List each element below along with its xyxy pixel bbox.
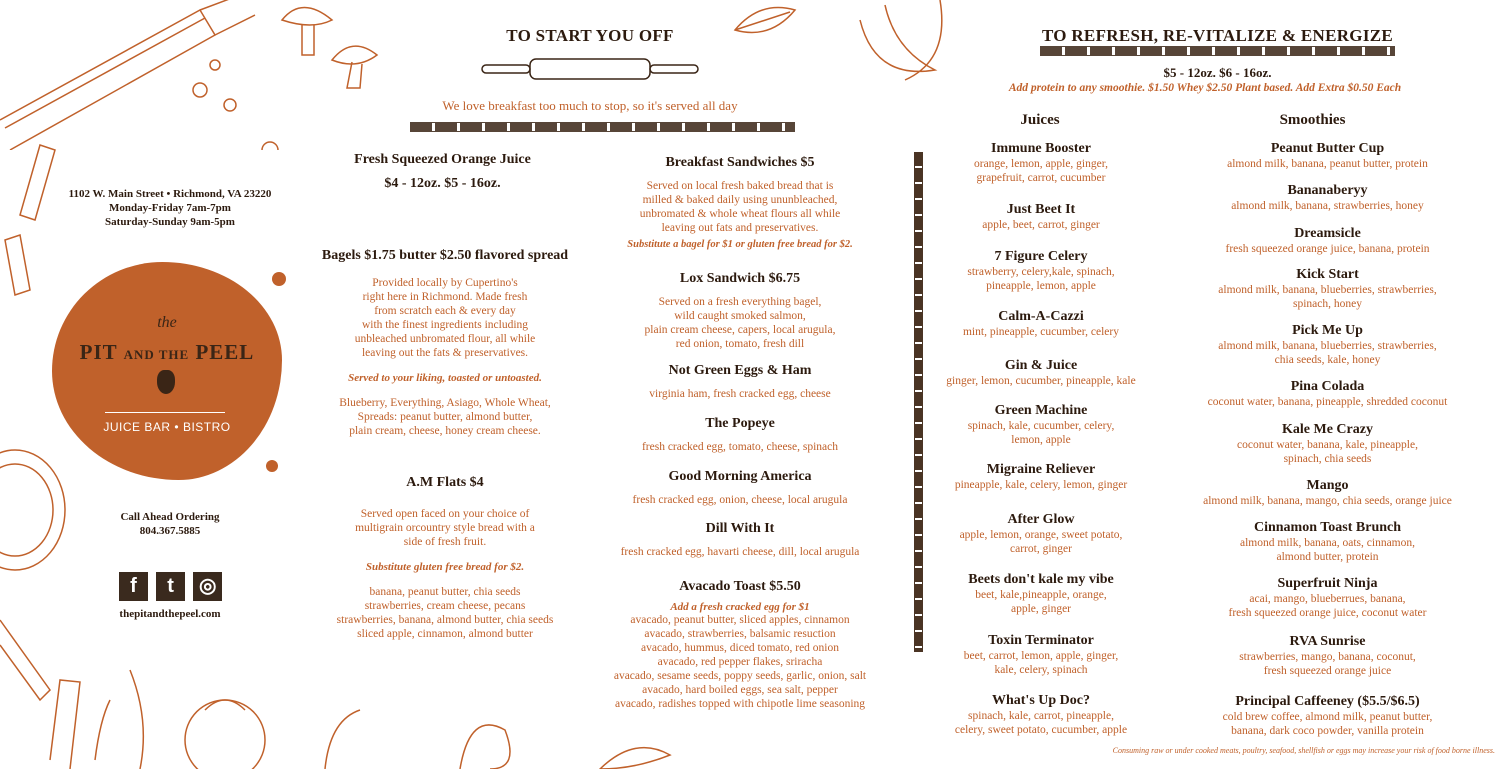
item-desc: fresh squeezed orange juice, banana, protein <box>1225 243 1430 255</box>
item-desc <box>1180 536 1475 564</box>
item-title: Kale Me Crazy <box>1282 422 1373 437</box>
oj-title: Fresh Squeezed Orange Juice <box>354 152 531 167</box>
desc-line: spinach, honey <box>1293 298 1362 310</box>
juice-item <box>930 309 1152 339</box>
item-title: Cinnamon Toast Brunch <box>1253 520 1402 535</box>
desc-line: beet, carrot, lemon, apple, ginger, <box>963 650 1119 662</box>
flats-title: A.M Flats $4 <box>406 475 484 490</box>
sandwiches-note: Substitute a bagel for $1 or gluten free bread for $2. <box>627 239 853 250</box>
desc-line: strawberry, celery,kale, spinach, <box>967 266 1115 278</box>
fork-sketch-icon <box>0 600 300 769</box>
desc-line: Served on a fresh everything bagel, <box>658 296 822 308</box>
option-line: banana, peanut butter, chia seeds <box>369 586 521 598</box>
desc-line: coconut water, banana, kale, pineapple, <box>1237 439 1418 451</box>
item-title: Pick Me Up <box>1292 323 1363 338</box>
option-line: avacado, radishes topped with chipotle lime seasoning <box>614 698 866 710</box>
item-desc <box>595 295 885 351</box>
item-title: Principal Caffeeney ($5.5/$6.5) <box>1235 694 1420 709</box>
item-desc: mint, pineapple, cucumber, celery <box>962 326 1119 338</box>
logo-the: the <box>157 314 177 331</box>
item-desc <box>930 528 1152 556</box>
sandwich-item <box>595 469 885 507</box>
sandwich-item <box>595 521 885 559</box>
smoothie-item <box>1180 323 1475 367</box>
option-line: sliced apple, cinnamon, almond butter <box>357 628 533 640</box>
logo-drop <box>266 460 278 472</box>
desc-line: lemon, apple <box>1011 434 1071 446</box>
item-title: Good Morning America <box>668 469 812 484</box>
bagels-item <box>300 248 590 438</box>
logo-name <box>52 340 282 365</box>
item-title: Calm-A-Cazzi <box>998 309 1084 324</box>
desc-line: leaving out fats and preservatives. <box>661 222 819 234</box>
item-desc <box>930 649 1152 677</box>
logo-drop <box>272 272 286 286</box>
sandwich-item <box>595 416 885 454</box>
social-icons <box>119 572 225 601</box>
sandwiches-item <box>595 155 885 250</box>
item-title: Mango <box>1306 478 1349 493</box>
divider-ornament <box>1040 46 1395 56</box>
smoothie-item <box>1180 694 1475 738</box>
item-desc <box>1180 592 1475 620</box>
toast-note: Add a fresh cracked egg for $1 <box>670 601 810 613</box>
option-line: strawberries, banana, almond butter, chia seeds <box>336 614 554 626</box>
item-desc: almond milk, banana, peanut butter, protein <box>1227 158 1428 170</box>
oj-item <box>305 152 580 192</box>
item-desc <box>1180 283 1475 311</box>
juice-item <box>930 403 1152 447</box>
item-title: Lox Sandwich $6.75 <box>679 271 801 286</box>
desc-line: right here in Richmond. Made fresh <box>362 291 528 303</box>
contact-block <box>50 187 290 229</box>
item-title: Immune Booster <box>991 141 1091 156</box>
item-desc: almond milk, banana, mango, chia seeds, orange juice <box>1203 495 1452 507</box>
item-title: Peanut Butter Cup <box>1270 141 1385 156</box>
smoothie-item <box>1180 267 1475 311</box>
item-desc <box>1180 339 1475 367</box>
smoothie-item <box>1180 141 1475 171</box>
desc-line: Served open faced on your choice of <box>360 508 530 520</box>
item-title: Dreamsicle <box>1294 226 1361 241</box>
item-title: Green Machine <box>994 403 1088 418</box>
smoothie-item <box>1180 576 1475 620</box>
bagels-title: Bagels $1.75 butter $2.50 flavored spread <box>321 248 569 263</box>
smoothie-item <box>1180 183 1475 213</box>
desc-line: chia seeds, kale, honey <box>1274 354 1381 366</box>
twitter-icon[interactable]: t <box>156 572 185 601</box>
logo-tagline: JUICE BAR • BISTRO <box>103 420 231 434</box>
toast-options <box>590 613 890 711</box>
item-title: Gin & Juice <box>1004 358 1078 373</box>
logo-name-and: AND THE <box>123 347 190 362</box>
pepper-sketch-icon <box>855 0 955 90</box>
bagels-note: Served to your liking, toasted or untoasted. <box>348 372 542 384</box>
logo-name-right: PEEL <box>195 340 255 364</box>
juice-item <box>930 462 1152 492</box>
oj-price: $4 - 12oz. $5 - 16oz. <box>384 176 501 191</box>
leaf-sketch-icon <box>730 0 800 40</box>
call-ahead-label: Call Ahead Ordering <box>120 511 220 523</box>
desc-line: apple, lemon, orange, sweet potato, <box>959 529 1123 541</box>
address: 1102 W. Main Street • Richmond, VA 23220 <box>68 188 272 200</box>
item-title: Pina Colada <box>1290 379 1365 394</box>
desc-line: celery, sweet potato, cucumber, apple <box>954 724 1128 736</box>
item-title: RVA Sunrise <box>1289 634 1366 649</box>
divider-ornament <box>410 122 795 132</box>
desc-line: with the finest ingredients including <box>361 319 529 331</box>
option-line: avacado, peanut butter, sliced apples, cinnamon <box>630 614 850 626</box>
bagels-options <box>300 396 590 438</box>
desc-line: milled & baked daily using ununbleached, <box>642 194 838 206</box>
item-desc: virginia ham, fresh cracked egg, cheese <box>649 388 831 400</box>
vertical-divider <box>914 152 923 652</box>
item-title: 7 Figure Celery <box>994 249 1088 264</box>
hours-weekday: Monday-Friday 7am-7pm <box>109 202 231 214</box>
item-desc: fresh cracked egg, onion, cheese, local arugula <box>632 494 848 506</box>
start-section-title: TO START YOU OFF <box>506 26 674 45</box>
start-subtitle: We love breakfast too much to stop, so it's served all day <box>442 98 738 113</box>
refresh-prices: $5 - 12oz. $6 - 16oz. <box>1163 65 1272 80</box>
desc-line: from scratch each & every day <box>374 305 516 317</box>
disclaimer: Consuming raw or under cooked meats, poultry, seafood, shellfish or eggs may increase your risk of food borne illness. <box>1112 746 1495 755</box>
desc-line: spinach, kale, cucumber, celery, <box>967 420 1115 432</box>
toast-item <box>590 579 890 711</box>
leaf-bottom-sketch-icon <box>595 735 675 769</box>
mushroom-sketch-icon <box>272 0 392 95</box>
item-desc <box>1180 710 1475 738</box>
sandwich-item <box>595 363 885 401</box>
website[interactable]: thepitandthepeel.com <box>119 608 221 620</box>
item-desc: fresh cracked egg, havarti cheese, dill, local arugula <box>620 546 860 558</box>
toast-title: Avacado Toast $5.50 <box>679 579 801 594</box>
item-title: After Glow <box>1007 512 1075 527</box>
item-desc: pineapple, kale, celery, lemon, ginger <box>954 479 1128 491</box>
option-line: Spreads: peanut butter, almond butter, <box>357 411 533 423</box>
desc-line: grapefruit, carrot, cucumber <box>976 172 1106 184</box>
bagels-desc <box>300 276 590 360</box>
desc-line: fresh squeezed orange juice <box>1263 665 1392 677</box>
flats-note: Substitute gluten free bread for $2. <box>365 561 525 573</box>
desc-line: almond milk, banana, oats, cinnamon, <box>1239 537 1415 549</box>
juice-item <box>930 141 1152 185</box>
option-line: plain cream, cheese, honey cream cheese. <box>349 425 541 437</box>
item-title: Not Green Eggs & Ham <box>668 363 812 378</box>
desc-line: pineapple, lemon, apple <box>986 280 1096 292</box>
desc-line: Provided locally by Cupertino's <box>372 277 518 289</box>
desc-line: acai, mango, blueberrues, banana, <box>1249 593 1406 605</box>
smoothie-item <box>1180 520 1475 564</box>
smoothies-title: Smoothies <box>1279 112 1346 128</box>
item-title: Superfruit Ninja <box>1277 576 1378 591</box>
item-title: Just Beet It <box>1006 202 1076 217</box>
item-desc <box>1180 650 1475 678</box>
desc-line: almond milk, banana, blueberries, strawberries, <box>1218 284 1437 296</box>
logo-name-left: PIT <box>79 340 118 364</box>
item-title: The Popeye <box>705 416 775 431</box>
pepper-bottom-sketch-icon <box>320 690 520 769</box>
item-title: Toxin Terminator <box>988 633 1094 648</box>
smoothie-item <box>1180 379 1475 409</box>
option-line: avacado, hard boiled eggs, sea salt, pepper <box>642 684 838 696</box>
juice-item <box>930 633 1152 677</box>
desc-line: strawberries, mango, banana, coconut, <box>1239 651 1416 663</box>
desc-line: unbleached unbromated flour, all while <box>354 333 536 345</box>
smoothie-item <box>1180 226 1475 256</box>
call-ahead-block <box>50 510 290 538</box>
desc-line: unbromated & whole wheat flours all while <box>639 208 841 220</box>
option-line: avacado, strawberries, balsamic resuction <box>644 628 836 640</box>
desc-line: side of fresh fruit. <box>403 536 487 548</box>
desc-line: spinach, chia seeds <box>1283 453 1372 465</box>
rolling-pin-sketch-icon <box>0 0 300 150</box>
desc-line: almond milk, banana, blueberries, strawberries, <box>1218 340 1437 352</box>
desc-line: beet, kale,pineapple, orange, <box>975 589 1107 601</box>
desc-line: carrot, ginger <box>1010 543 1072 555</box>
flats-desc <box>300 507 590 549</box>
item-title: Beets don't kale my vibe <box>968 572 1114 587</box>
juice-item <box>930 512 1152 556</box>
desc-line: multigrain orcountry style bread with a <box>355 522 535 534</box>
desc-line: Served on local fresh baked bread that is <box>646 180 834 192</box>
item-title: What's Up Doc? <box>991 693 1090 708</box>
item-title: Dill With It <box>705 521 775 536</box>
desc-line: fresh squeezed orange juice, coconut water <box>1228 607 1427 619</box>
juice-item <box>930 249 1152 293</box>
phone-number: 804.367.5885 <box>139 525 201 537</box>
desc-line: banana, dark coco powder, vanilla protein <box>1231 725 1424 737</box>
refresh-section-title: TO REFRESH, RE-VITALIZE & ENERGIZE <box>1041 26 1394 45</box>
desc-line: cold brew coffee, almond milk, peanut butter, <box>1222 711 1433 723</box>
desc-line: kale, celery, spinach <box>994 664 1088 676</box>
item-desc: almond milk, banana, strawberries, honey <box>1231 200 1424 212</box>
item-title: Bananaberyy <box>1287 183 1368 198</box>
desc-line: apple, ginger <box>1010 603 1072 615</box>
hours-weekend: Saturday-Sunday 9am-5pm <box>105 216 235 228</box>
juice-item <box>930 572 1152 616</box>
item-desc: apple, beet, carrot, ginger <box>982 219 1100 231</box>
juice-item <box>925 358 1157 388</box>
rolling-pin-icon <box>480 56 700 82</box>
juice-item <box>930 693 1152 737</box>
desc-line: orange, lemon, apple, ginger, <box>974 158 1108 170</box>
item-title: Migraine Reliever <box>986 462 1096 477</box>
logo-pit-icon <box>157 370 175 394</box>
desc-line: wild caught smoked salmon, <box>674 310 806 322</box>
option-line: avacado, hummus, diced tomato, red onion <box>640 642 839 654</box>
option-line: strawberries, cream cheese, pecans <box>364 600 526 612</box>
protein-note: Add protein to any smoothie. $1.50 Whey $2.50 Plant based. Add Extra $0.50 Each <box>1008 82 1402 94</box>
logo-divider <box>105 412 225 413</box>
item-desc <box>930 265 1152 293</box>
desc-line: almond butter, protein <box>1276 551 1379 563</box>
item-desc <box>1180 438 1475 466</box>
option-line: Blueberry, Everything, Asiago, Whole Wheat, <box>339 397 551 409</box>
smoothie-item <box>1180 422 1475 466</box>
desc-line: spinach, kale, carrot, pineapple, <box>968 710 1114 722</box>
sandwich-item <box>595 271 885 351</box>
item-desc <box>930 419 1152 447</box>
item-desc: fresh cracked egg, tomato, cheese, spinach <box>641 441 839 453</box>
desc-line: red onion, tomato, fresh dill <box>675 338 805 350</box>
item-desc: ginger, lemon, cucumber, pineapple, kale <box>946 375 1136 387</box>
item-desc: coconut water, banana, pineapple, shredded coconut <box>1207 396 1448 408</box>
desc-line: plain cream cheese, capers, local arugula, <box>644 324 836 336</box>
instagram-icon[interactable]: ◎ <box>193 572 222 601</box>
option-line: avacado, red pepper flakes, sriracha <box>657 656 823 668</box>
flats-item <box>300 475 590 641</box>
flats-options <box>300 585 590 641</box>
item-desc <box>930 709 1152 737</box>
sandwiches-title: Breakfast Sandwiches $5 <box>665 155 815 170</box>
smoothie-item <box>1180 478 1475 508</box>
item-title: Kick Start <box>1296 267 1359 282</box>
facebook-icon[interactable]: f <box>119 572 148 601</box>
juice-item <box>930 202 1152 232</box>
desc-line: leaving out the fats & preservatives. <box>361 347 529 359</box>
item-desc <box>930 588 1152 616</box>
juices-title: Juices <box>1020 112 1060 128</box>
smoothie-item <box>1180 634 1475 678</box>
option-line: avacado, sesame seeds, poppy seeds, garlic, onion, salt <box>613 670 867 682</box>
sandwiches-desc <box>595 179 885 235</box>
item-desc <box>930 157 1152 185</box>
